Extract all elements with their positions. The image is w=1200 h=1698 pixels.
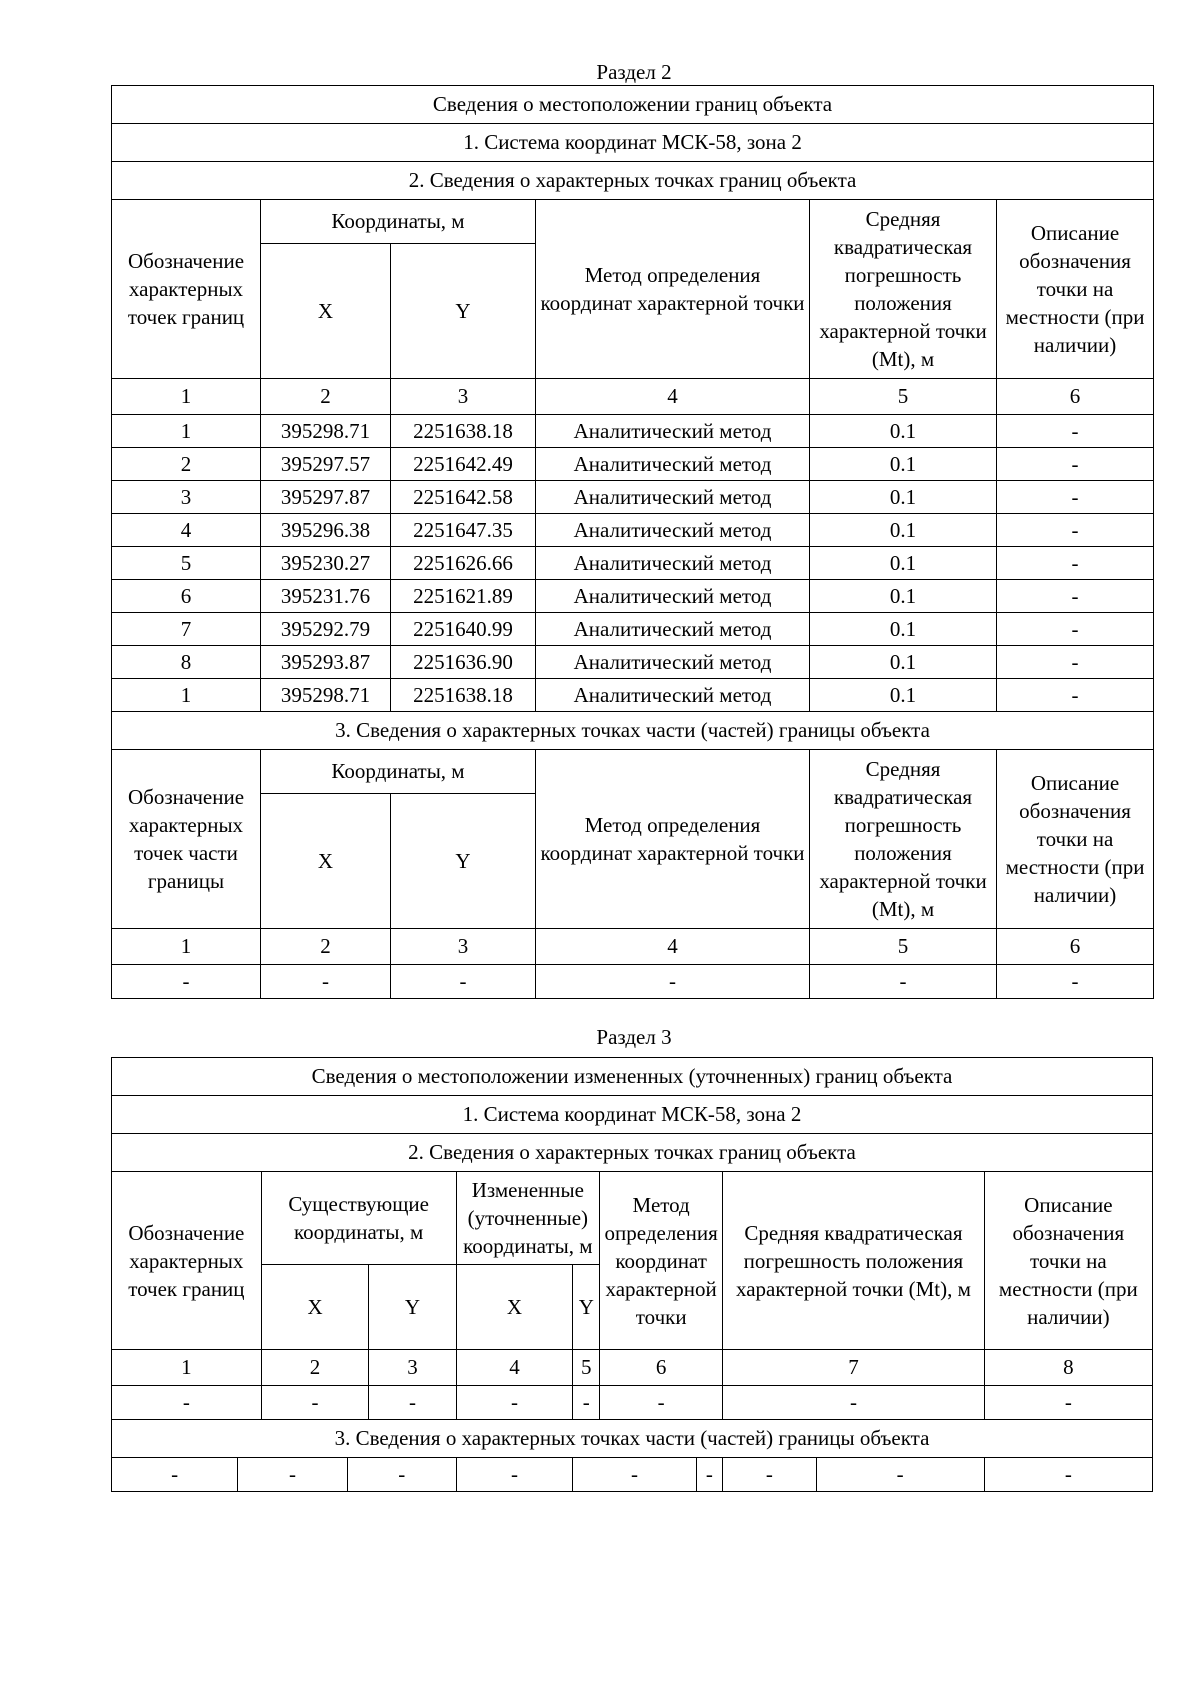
table-cell: 395297.57	[261, 448, 391, 481]
table-cell: -	[600, 1386, 723, 1420]
col-number: 3	[391, 929, 536, 965]
col-number: 1	[112, 929, 261, 965]
col-y: Y	[391, 244, 536, 379]
table-cell: 4	[112, 514, 261, 547]
section-3-heading: Сведения о местоположении измененных (уточненных) границ объекта	[112, 1058, 1153, 1096]
col-x: X	[261, 794, 391, 929]
table-cell: 1	[112, 679, 261, 712]
table-cell: -	[112, 1386, 262, 1420]
table-cell: -	[723, 1386, 985, 1420]
table-row	[112, 580, 1154, 613]
points-table-body	[112, 415, 1154, 712]
table-cell: Аналитический метод	[536, 679, 810, 712]
table-cell: 2251640.99	[391, 613, 536, 646]
table-cell: -	[997, 547, 1154, 580]
col-description: Описание обозначения точки на местности (при наличии)	[997, 200, 1154, 379]
col-x: X	[456, 1265, 573, 1350]
table-cell: Аналитический метод	[536, 448, 810, 481]
parts-heading: 3. Сведения о характерных точках части (частей) границы объекта	[112, 712, 1154, 750]
table-cell: 395231.76	[261, 580, 391, 613]
coord-system: 1. Система координат МСК-58, зона 2	[112, 124, 1154, 162]
table-cell: -	[997, 613, 1154, 646]
table-row	[112, 679, 1154, 712]
section-2-heading: Сведения о местоположении границ объекта	[112, 86, 1154, 124]
table-cell: -	[997, 965, 1154, 999]
table-cell: 395293.87	[261, 646, 391, 679]
table-cell: -	[984, 1386, 1152, 1420]
col-error: Средняя квадратическая погрешность положения характерной точки (Mt), м	[810, 750, 997, 929]
col-y: Y	[369, 1265, 456, 1350]
table-cell: -	[997, 448, 1154, 481]
col-number: 5	[810, 379, 997, 415]
col-number: 5	[810, 929, 997, 965]
col-method: Метод определения координат характерной точки	[536, 750, 810, 929]
table-cell: -	[369, 1386, 456, 1420]
table-cell: 395292.79	[261, 613, 391, 646]
col-number: 2	[261, 929, 391, 965]
col-number: 4	[456, 1350, 573, 1386]
table-cell: 0.1	[810, 481, 997, 514]
table-cell: 395298.71	[261, 679, 391, 712]
col-coords: Координаты, м	[261, 200, 536, 244]
col-number: 2	[261, 379, 391, 415]
table-cell: 1	[112, 415, 261, 448]
table-cell: 2251636.90	[391, 646, 536, 679]
table-cell: 2251642.58	[391, 481, 536, 514]
col-number: 3	[369, 1350, 456, 1386]
table-cell: Аналитический метод	[536, 613, 810, 646]
table-cell: 0.1	[810, 415, 997, 448]
table-row	[112, 448, 1154, 481]
section-3-table	[111, 1057, 1153, 1492]
table-cell: 0.1	[810, 646, 997, 679]
points-heading: 2. Сведения о характерных точках границ объекта	[112, 1134, 1153, 1172]
table-cell: -	[723, 1458, 816, 1492]
table-cell: -	[112, 965, 261, 999]
table-cell: -	[997, 580, 1154, 613]
table-cell: 2251638.18	[391, 679, 536, 712]
col-number: 6	[997, 929, 1154, 965]
table-cell: -	[997, 679, 1154, 712]
table-cell: -	[984, 1458, 1152, 1492]
col-number: 1	[112, 1350, 262, 1386]
col-designation: Обозначение характерных точек части границы	[112, 750, 261, 929]
table-cell: 0.1	[810, 613, 997, 646]
section-2-table	[111, 85, 1154, 999]
col-changed-coords: Измененные (уточненные) координаты, м	[456, 1172, 600, 1265]
col-designation: Обозначение характерных точек границ	[112, 200, 261, 379]
parts-heading: 3. Сведения о характерных точках части (частей) границы объекта	[112, 1420, 1153, 1458]
table-cell: Аналитический метод	[536, 646, 810, 679]
table-cell: -	[816, 1458, 984, 1492]
col-error: Средняя квадратическая погрешность положения характерной точки (Mt), м	[723, 1172, 985, 1350]
table-cell: -	[261, 965, 391, 999]
table-cell: 2	[112, 448, 261, 481]
table-cell: 6	[112, 580, 261, 613]
table-cell: Аналитический метод	[536, 580, 810, 613]
table-cell: 395296.38	[261, 514, 391, 547]
table-cell: -	[391, 965, 536, 999]
table-row	[112, 481, 1154, 514]
table-cell: 7	[112, 613, 261, 646]
table-cell: -	[456, 1458, 573, 1492]
table-cell: 2251642.49	[391, 448, 536, 481]
col-method: Метод определения координат характерной точки	[600, 1172, 723, 1350]
table-cell: -	[536, 965, 810, 999]
col-method: Метод определения координат характерной точки	[536, 200, 810, 379]
table-cell: 2251647.35	[391, 514, 536, 547]
table-cell: Аналитический метод	[536, 481, 810, 514]
table-cell: -	[238, 1458, 348, 1492]
table-cell: 395297.87	[261, 481, 391, 514]
table-row	[112, 646, 1154, 679]
table-row	[112, 547, 1154, 580]
table-cell: Аналитический метод	[536, 547, 810, 580]
coord-system: 1. Система координат МСК-58, зона 2	[112, 1096, 1153, 1134]
table-cell: -	[997, 514, 1154, 547]
table-cell: 395298.71	[261, 415, 391, 448]
col-description: Описание обозначения точки на местности (при наличии)	[984, 1172, 1152, 1350]
table-cell: 0.1	[810, 679, 997, 712]
col-number: 1	[112, 379, 261, 415]
table-row	[112, 613, 1154, 646]
table-cell: 2251621.89	[391, 580, 536, 613]
table-cell: 0.1	[810, 547, 997, 580]
col-x: X	[261, 1265, 369, 1350]
table-cell: -	[573, 1386, 600, 1420]
table-cell: -	[347, 1458, 456, 1492]
table-cell: -	[696, 1458, 723, 1492]
table-cell: 2251626.66	[391, 547, 536, 580]
table-cell: 0.1	[810, 580, 997, 613]
table-cell: Аналитический метод	[536, 415, 810, 448]
table-cell: Аналитический метод	[536, 514, 810, 547]
table-cell: -	[997, 415, 1154, 448]
col-number: 6	[997, 379, 1154, 415]
col-y: Y	[573, 1265, 600, 1350]
col-number: 4	[536, 379, 810, 415]
table-cell: -	[997, 481, 1154, 514]
col-y: Y	[391, 794, 536, 929]
section-2-title: Раздел 2	[596, 60, 672, 84]
table-cell: 5	[112, 547, 261, 580]
table-cell: 3	[112, 481, 261, 514]
col-number: 4	[536, 929, 810, 965]
col-number: 2	[261, 1350, 369, 1386]
table-row	[112, 514, 1154, 547]
table-cell: 0.1	[810, 514, 997, 547]
table-cell: -	[997, 646, 1154, 679]
col-number: 8	[984, 1350, 1152, 1386]
col-number: 7	[723, 1350, 985, 1386]
col-description: Описание обозначения точки на местности (при наличии)	[997, 750, 1154, 929]
table-row	[112, 415, 1154, 448]
col-number: 5	[573, 1350, 600, 1386]
table-cell: 395230.27	[261, 547, 391, 580]
table-cell: -	[112, 1458, 238, 1492]
table-cell: -	[810, 965, 997, 999]
col-number: 6	[600, 1350, 723, 1386]
col-number: 3	[391, 379, 536, 415]
table-cell: -	[573, 1458, 696, 1492]
table-cell: 8	[112, 646, 261, 679]
section-3-title: Раздел 3	[596, 1025, 672, 1049]
col-error: Средняя квадратическая погрешность положения характерной точки (Mt), м	[810, 200, 997, 379]
table-cell: -	[261, 1386, 369, 1420]
col-coords: Координаты, м	[261, 750, 536, 794]
table-cell: 0.1	[810, 448, 997, 481]
col-designation: Обозначение характерных точек границ	[112, 1172, 262, 1350]
table-cell: -	[456, 1386, 573, 1420]
col-existing-coords: Существующие координаты, м	[261, 1172, 456, 1265]
table-cell: 2251638.18	[391, 415, 536, 448]
col-x: X	[261, 244, 391, 379]
points-heading: 2. Сведения о характерных точках границ объекта	[112, 162, 1154, 200]
